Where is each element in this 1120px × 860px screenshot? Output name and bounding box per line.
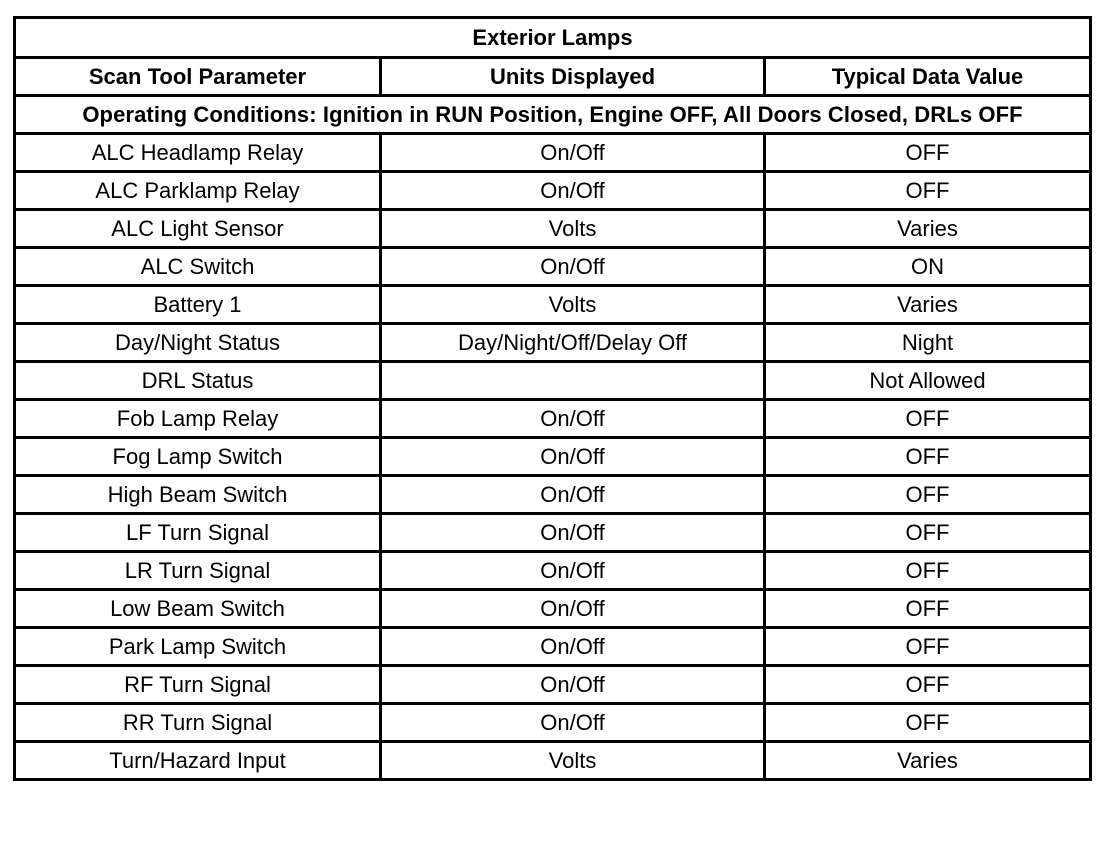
table-row [15, 286, 1091, 324]
cell-parameter: Turn/Hazard Input [15, 742, 381, 780]
table-row [15, 476, 1091, 514]
cell-units: Day/Night/Off/Delay Off [381, 324, 765, 362]
cell-parameter: RR Turn Signal [15, 704, 381, 742]
table-row [15, 628, 1091, 666]
table-row [15, 210, 1091, 248]
cell-parameter: DRL Status [15, 362, 381, 400]
table-title: Exterior Lamps [15, 18, 1091, 58]
cell-value: Not Allowed [765, 362, 1091, 400]
cell-units: On/Off [381, 514, 765, 552]
table-row [15, 438, 1091, 476]
table-row [15, 704, 1091, 742]
cell-units: On/Off [381, 552, 765, 590]
cell-value: OFF [765, 172, 1091, 210]
column-header-units: Units Displayed [381, 58, 765, 96]
cell-value: OFF [765, 476, 1091, 514]
cell-units: On/Off [381, 172, 765, 210]
cell-parameter: Fog Lamp Switch [15, 438, 381, 476]
table-row [15, 590, 1091, 628]
table-row [15, 324, 1091, 362]
cell-parameter: RF Turn Signal [15, 666, 381, 704]
cell-units: On/Off [381, 400, 765, 438]
table-row [15, 400, 1091, 438]
cell-units: Volts [381, 286, 765, 324]
cell-value: Varies [765, 286, 1091, 324]
cell-value: OFF [765, 438, 1091, 476]
cell-units: On/Off [381, 134, 765, 172]
cell-parameter: Low Beam Switch [15, 590, 381, 628]
table-row [15, 742, 1091, 780]
cell-parameter: Battery 1 [15, 286, 381, 324]
operating-conditions-row [15, 96, 1091, 134]
cell-value: Night [765, 324, 1091, 362]
table-body [15, 134, 1091, 780]
cell-value: OFF [765, 666, 1091, 704]
cell-value: OFF [765, 514, 1091, 552]
table-row [15, 172, 1091, 210]
cell-parameter: LR Turn Signal [15, 552, 381, 590]
cell-parameter: ALC Light Sensor [15, 210, 381, 248]
cell-value: OFF [765, 590, 1091, 628]
cell-units: On/Off [381, 248, 765, 286]
cell-units: On/Off [381, 590, 765, 628]
table-row [15, 362, 1091, 400]
cell-units [381, 362, 765, 400]
cell-value: OFF [765, 400, 1091, 438]
cell-value: OFF [765, 134, 1091, 172]
table-title-row [15, 18, 1091, 58]
table-row [15, 134, 1091, 172]
cell-value: Varies [765, 210, 1091, 248]
cell-parameter: Park Lamp Switch [15, 628, 381, 666]
cell-units: Volts [381, 742, 765, 780]
column-header-value: Typical Data Value [765, 58, 1091, 96]
exterior-lamps-table [13, 16, 1092, 781]
table-row [15, 248, 1091, 286]
cell-units: On/Off [381, 438, 765, 476]
cell-parameter: Fob Lamp Relay [15, 400, 381, 438]
table-header-row [15, 58, 1091, 96]
cell-parameter: Day/Night Status [15, 324, 381, 362]
cell-value: OFF [765, 552, 1091, 590]
cell-value: OFF [765, 704, 1091, 742]
cell-units: On/Off [381, 628, 765, 666]
cell-units: Volts [381, 210, 765, 248]
cell-parameter: LF Turn Signal [15, 514, 381, 552]
cell-units: On/Off [381, 666, 765, 704]
table-row [15, 666, 1091, 704]
cell-value: OFF [765, 628, 1091, 666]
cell-parameter: ALC Headlamp Relay [15, 134, 381, 172]
table-row [15, 514, 1091, 552]
cell-units: On/Off [381, 704, 765, 742]
operating-conditions: Operating Conditions: Ignition in RUN Position, Engine OFF, All Doors Closed, DRLs OFF [15, 96, 1091, 134]
table-row [15, 552, 1091, 590]
cell-parameter: High Beam Switch [15, 476, 381, 514]
column-header-parameter: Scan Tool Parameter [15, 58, 381, 96]
cell-value: Varies [765, 742, 1091, 780]
cell-parameter: ALC Parklamp Relay [15, 172, 381, 210]
cell-value: ON [765, 248, 1091, 286]
cell-units: On/Off [381, 476, 765, 514]
cell-parameter: ALC Switch [15, 248, 381, 286]
